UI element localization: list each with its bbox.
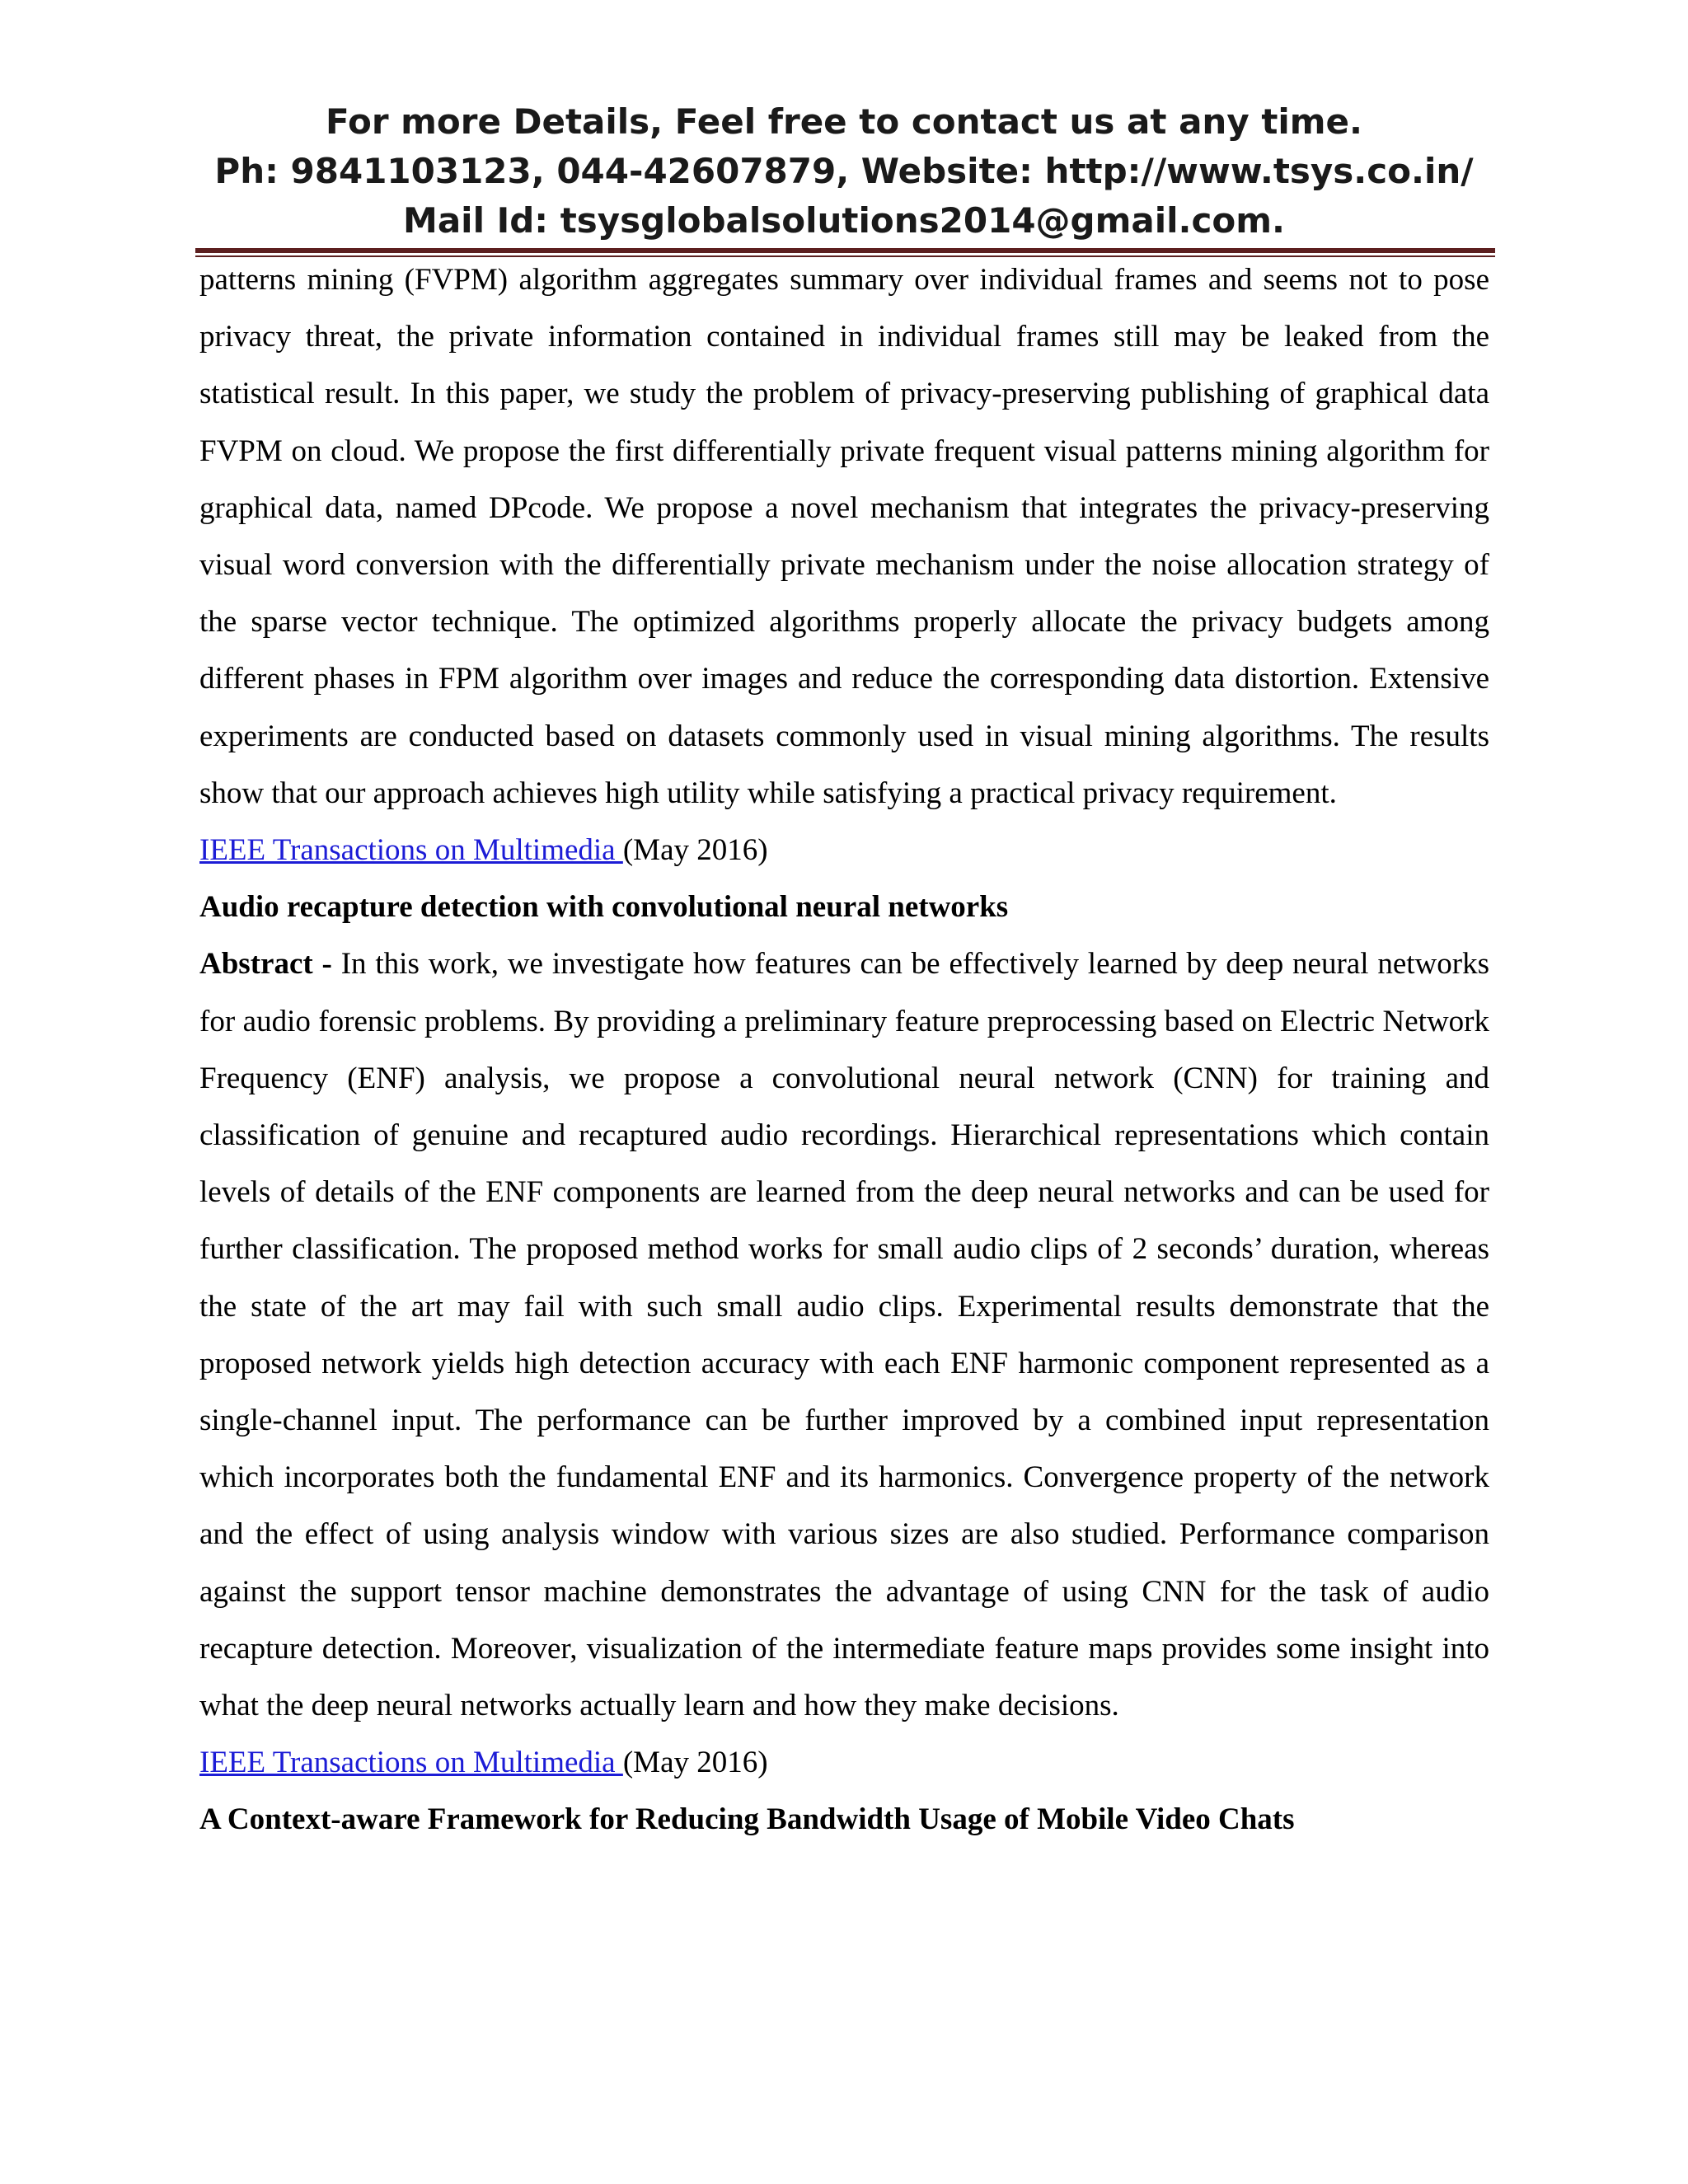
paper2-journal-date: (May 2016) <box>622 1746 768 1780</box>
paper-abstract-audio-recapture <box>199 935 1489 1734</box>
paper-title-context-aware: A Context-aware Framework for Reducing Bandwidth Usage of Mobile Video Chats <box>199 1802 1295 1837</box>
contact-header <box>0 97 1688 246</box>
abstract-label: Abstract - <box>199 947 341 982</box>
paper-title-audio-recapture: Audio recapture detection with convolutional neural networks <box>199 890 1009 925</box>
page-content <box>199 251 1489 1849</box>
paper2-journal-link[interactable]: IEEE Transactions on Multimedia <box>199 1746 623 1780</box>
header-contact-line: For more Details, Feel free to contact us at any time. <box>325 101 1362 142</box>
previous-journal-date: (May 2016) <box>622 833 768 868</box>
abstract-text: In this work, we investigate how features can be effectively learned by deep neural networks for audio forensic problems. By providing a preliminary feature preprocessing based on Electric Network Frequency (ENF) analysis, we propose a convolutional neural network (CNN) for training and classification of genuine and recaptured audio recordings. Hierarchical representations which contain levels of details of the ENF components are learned from the deep neural networks and can be used for further classification. The proposed method works for small audio clips of 2 seconds’ duration, whereas the state of the art may fail with such small audio clips. Experimental results demonstrate that the proposed network yields high detection accuracy with each ENF harmonic component represented as a single-channel input. The performance can be further improved by a combined input representation which incorporates both the fundamental ENF and its harmonics. Convergence property of the network and the effect of using analysis window with various sizes are also studied. Performance comparison against the support tensor machine demonstrates the advantage of using CNN for the task of audio recapture detection. Moreover, visualization of the intermediate feature maps provides some insight into what the deep neural networks actually learn and how they make decisions. <box>199 947 1489 1723</box>
header-email-line: Mail Id: tsysglobalsolutions2014@gmail.com. <box>403 200 1285 241</box>
header-phone-website-line: Ph: 9841103123, 044-42607879, Website: http://www.tsys.co.in/ <box>214 151 1474 191</box>
previous-abstract-continuation: patterns mining (FVPM) algorithm aggregates summary over individual frames and seems not to pose privacy threat, the private information contained in individual frames still may be leaked from the statistical result. In this paper, we study the problem of privacy-preserving publishing of graphical data FVPM on cloud. We propose the first differentially private frequent visual patterns mining algorithm for graphical data, named DPcode. We propose a novel mechanism that integrates the privacy-preserving visual word conversion with the differentially private mechanism under the noise allocation strategy of the sparse vector technique. The optimized algorithms properly allocate the privacy budgets among different phases in FPM algorithm over images and reduce the corresponding data distortion. Extensive experiments are conducted based on datasets commonly used in visual mining algorithms. The results show that our approach achieves high utility while satisfying a practical privacy requirement. <box>199 263 1489 810</box>
paper2-journal-citation <box>199 1734 1489 1791</box>
previous-journal-citation <box>199 822 1489 879</box>
previous-journal-link[interactable]: IEEE Transactions on Multimedia <box>199 833 623 868</box>
